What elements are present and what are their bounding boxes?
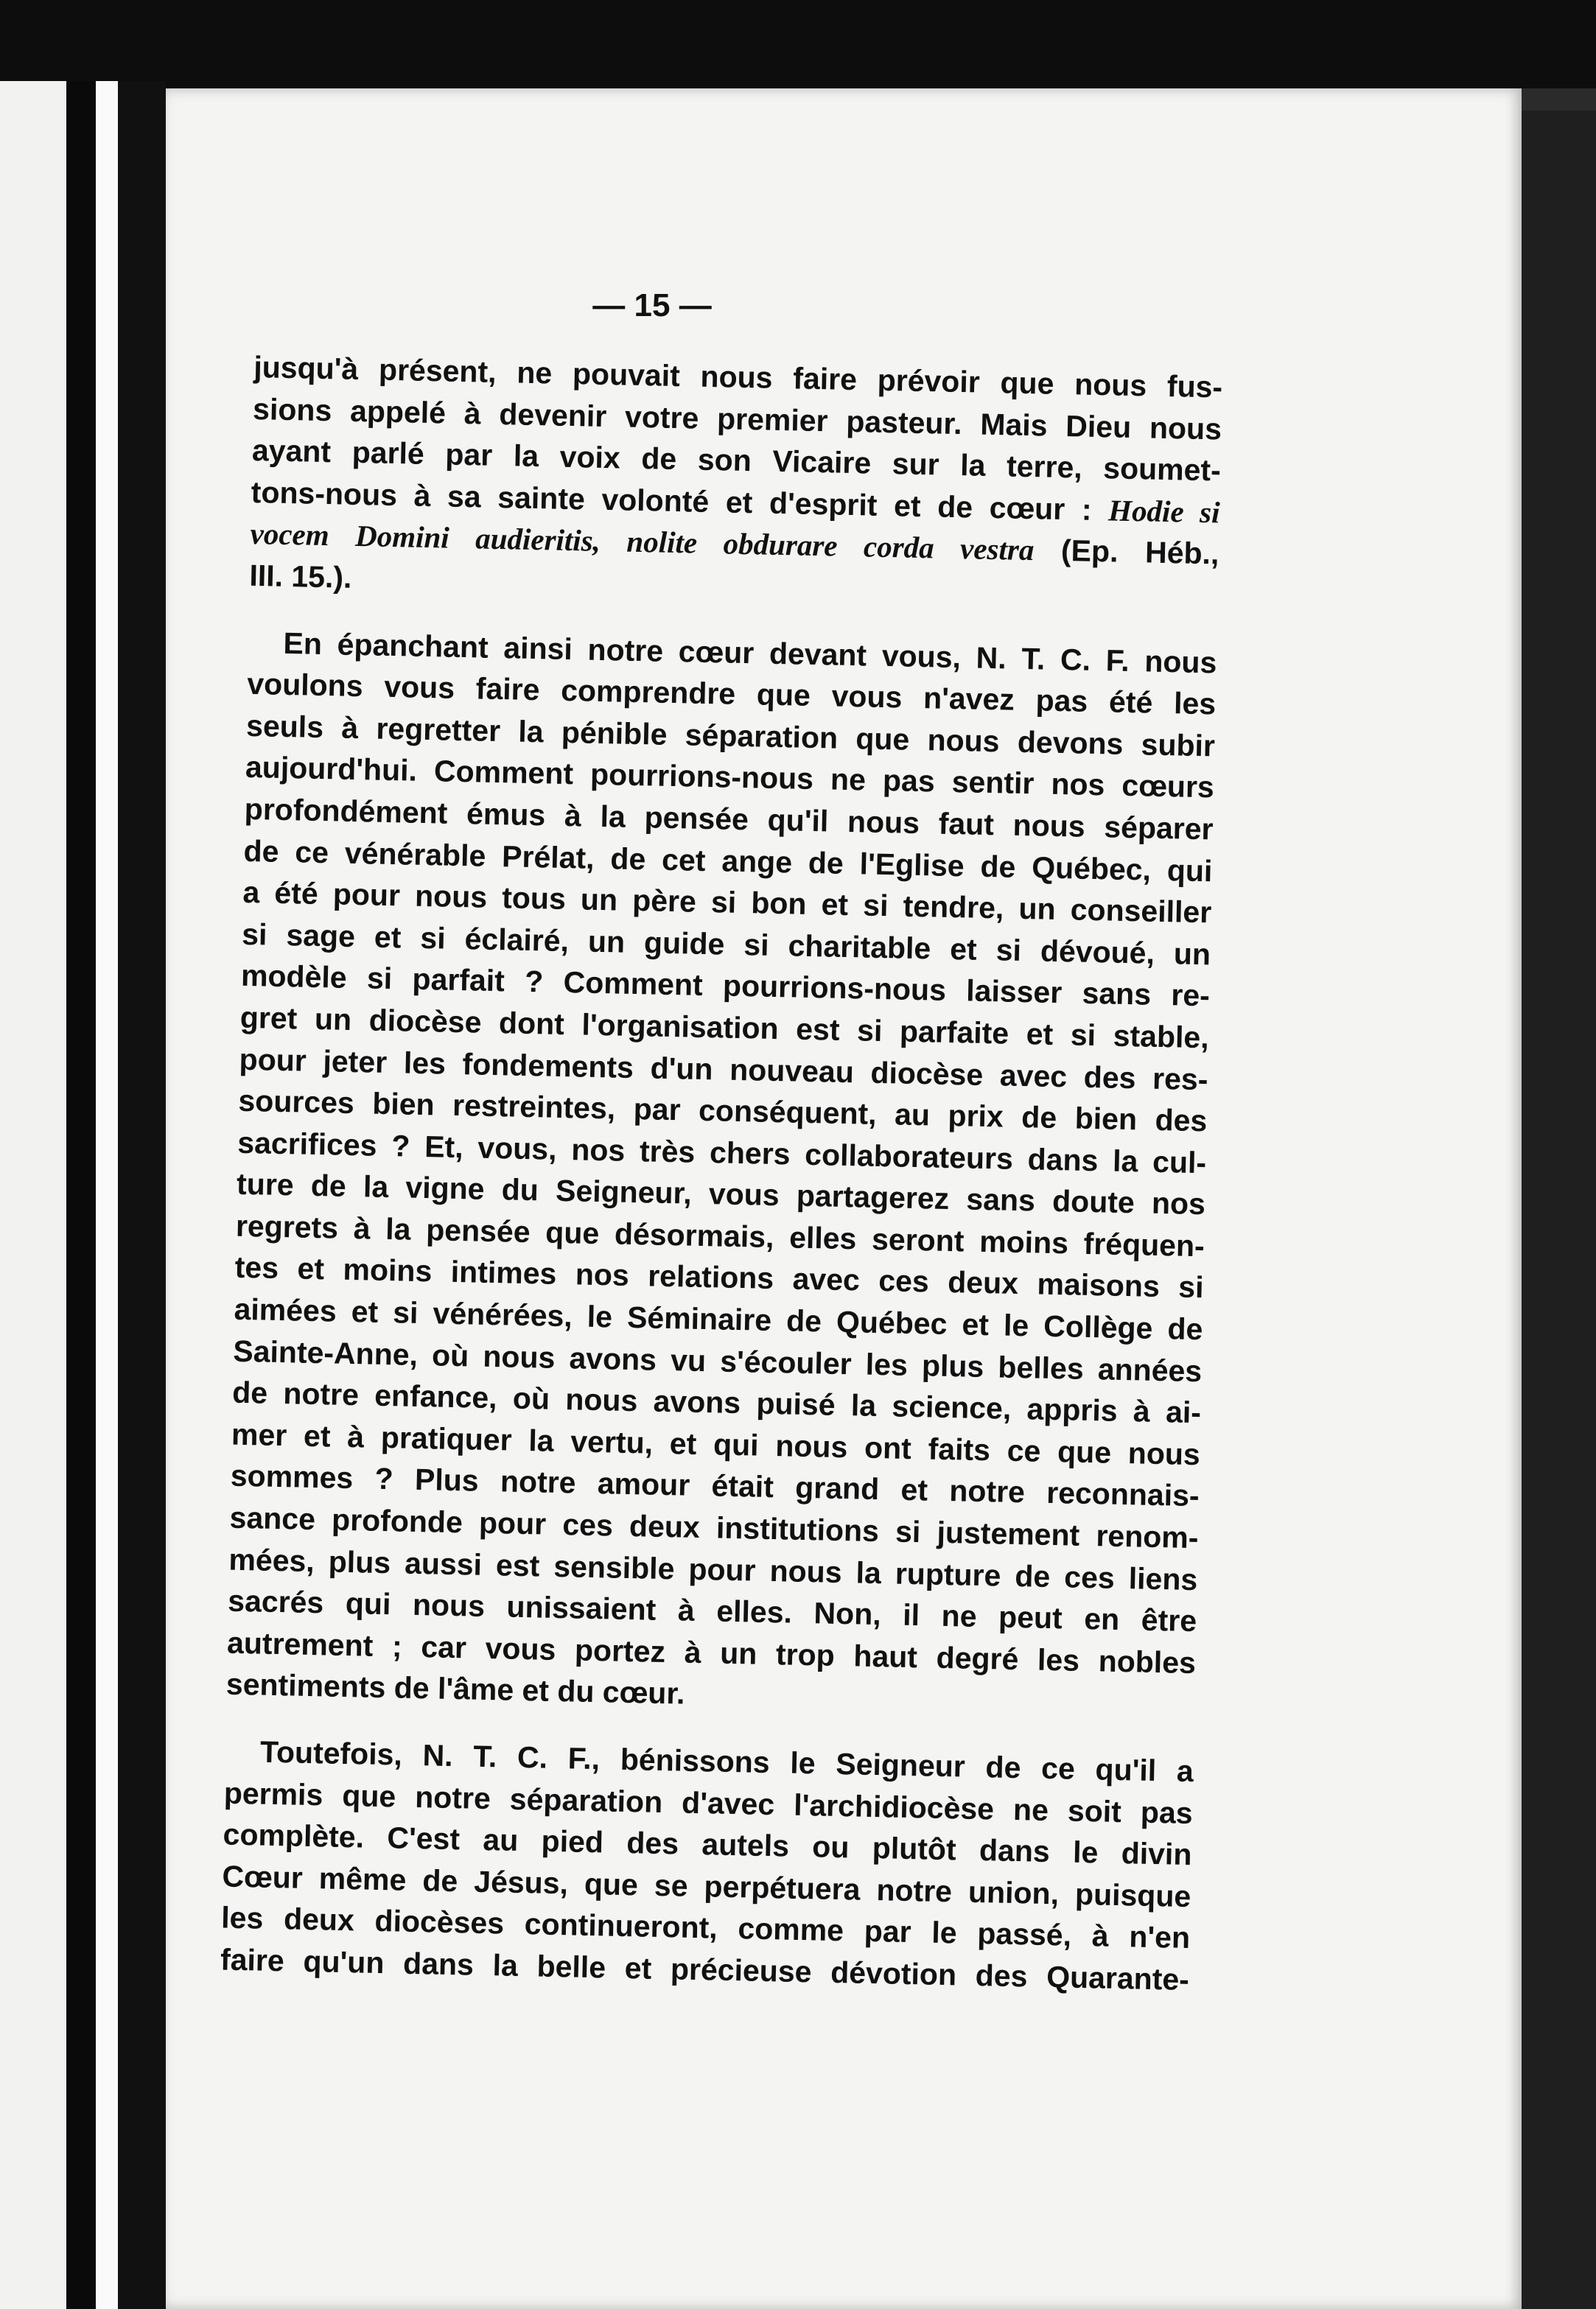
- text-line: sacrifices ? Et, vous, nos très chers collaborateurs dans la cul-: [237, 1125, 1207, 1180]
- text-line: Sainte-Anne, où nous avons vu s'écouler les plus belles années: [232, 1334, 1203, 1388]
- text-line: mer et à pratiquer la vertu, et qui nous ont faits ce que nous: [231, 1417, 1201, 1472]
- citation: (Ep. Héb.,: [1060, 533, 1219, 571]
- latin-quote: Hodie si: [1107, 493, 1221, 530]
- paragraph-3: [220, 1731, 1194, 2001]
- text-line: Cœur même de Jésus, que se perpétuera notre union, puisque: [222, 1859, 1191, 1913]
- text-line: En épanchant ainsi notre cœur devant vous, N. T. C. F. nous: [283, 626, 1217, 680]
- text-line: complète. C'est au pied des autels ou plutôt dans le divin: [223, 1817, 1192, 1872]
- text-line: sources bien restreintes, par conséquent, au prix de bien des: [238, 1083, 1208, 1138]
- text-line: sance profonde pour ces deux institutions si justement renom-: [229, 1500, 1199, 1555]
- text-line: gret un diocèse dont l'organisation est si parfaite et si stable,: [239, 1000, 1210, 1055]
- text-line: III. 15.).: [249, 558, 352, 595]
- text-line: aimées et si vénérées, le Séminaire de Québec et le Collège de: [234, 1292, 1203, 1347]
- text-line: ture de la vigne du Seigneur, vous partagerez sans doute nos: [236, 1167, 1206, 1222]
- text-line: autrement ; car vous portez à un trop haut degré les nobles: [226, 1625, 1197, 1680]
- text-line: regrets à la pensée que désormais, elles seront moins fréquen-: [235, 1208, 1205, 1264]
- page-body: [220, 346, 1223, 2001]
- text-line: tes et moins intimes nos relations avec ces deux maisons si: [234, 1250, 1205, 1305]
- latin-quote: vocem Domini audieritis, nolite obdurare corda vestra: [250, 516, 1035, 567]
- page-number: — 15 —: [592, 287, 712, 323]
- text-line: sentiments de l'âme et du cœur.: [225, 1667, 685, 1711]
- text-line: voulons vous faire comprendre que vous n'avez pas été les: [246, 667, 1217, 721]
- text-line: jusqu'à présent, ne pouvait nous faire prévoir que nous fus-: [253, 349, 1223, 404]
- text-line: sions appelé à devenir votre premier pasteur. Mais Dieu nous: [252, 391, 1222, 446]
- text-line: profondément émus à la pensée qu'il nous faut nous séparer: [244, 791, 1214, 847]
- text-line: de notre enfance, où nous avons puisé la science, appris à ai-: [231, 1375, 1202, 1430]
- scan-background-right: [1518, 111, 1596, 2309]
- paragraph-2: [225, 621, 1217, 1725]
- text-line: mées, plus aussi est sensible pour nous la rupture de ces liens: [228, 1542, 1198, 1597]
- text-line: pour jeter les fondements d'un nouveau diocèse avec des res-: [239, 1042, 1208, 1096]
- facing-page-edge: [0, 81, 66, 2309]
- text-segment: tons-nous à sa sainte volonté et d'esprit et de cœur :: [251, 474, 1093, 527]
- text-line: sommes ? Plus notre amour était grand et notre reconnais-: [230, 1459, 1200, 1513]
- book-spine-highlight: [96, 81, 118, 2309]
- text-line: faire qu'un dans la belle et précieuse dévotion des Quarante-: [220, 1942, 1190, 1997]
- text-line: de ce vénérable Prélat, de cet ange de l'Eglise de Québec, qui: [243, 833, 1213, 888]
- text-line: a été pour nous tous un père si bon et si tendre, un conseiller: [242, 875, 1212, 930]
- text-line: les deux diocèses continueront, comme par le passé, à n'en: [220, 1900, 1191, 1955]
- text-line: Toutefois, N. T. C. F., bénissons le Seigneur de ce qu'il a: [259, 1734, 1194, 1789]
- book-gutter: [118, 81, 166, 2309]
- paragraph-1: [249, 346, 1223, 617]
- text-line: modèle si parfait ? Comment pourrions-nous laisser sans re-: [240, 959, 1211, 1013]
- text-line: aujourd'hui. Comment pourrions-nous ne pas sentir nos cœurs: [245, 750, 1215, 805]
- text-line: sacrés qui nous unissaient à elles. Non, il ne peut en être: [227, 1583, 1197, 1639]
- text-line: seuls à regretter la pénible séparation que nous devons subir: [245, 708, 1216, 763]
- text-line: si sage et si éclairé, un guide si charitable et si dévoué, un: [241, 917, 1211, 972]
- book-spine-shadow: [66, 81, 96, 2309]
- book-page: [166, 88, 1522, 2309]
- scan-background-top: [0, 0, 1596, 88]
- text-line: ayant parlé par la voix de son Vicaire sur la terre, soumet-: [251, 433, 1222, 488]
- text-line: permis que notre séparation d'avec l'archidiocèse ne soit pas: [223, 1776, 1194, 1830]
